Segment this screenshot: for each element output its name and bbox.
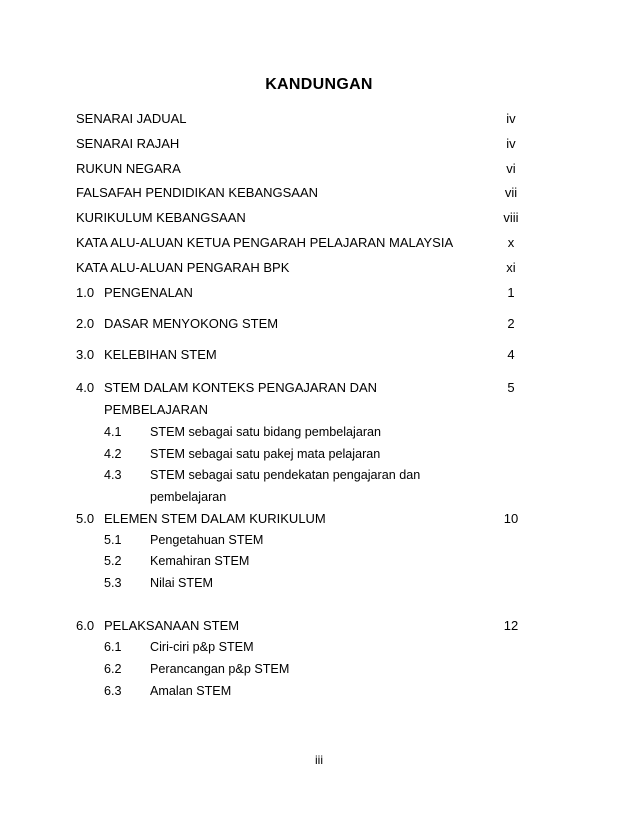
toc-subsection-text: Kemahiran STEM [150,554,250,568]
toc-subsection-text: Amalan STEM [150,684,232,698]
toc-entry-page: iv [506,111,516,126]
toc-entry-text: RUKUN NEGARA [76,161,181,176]
toc-entry [0,259,638,277]
toc-subsection-number: 6.2 [104,662,122,676]
page-title: KANDUNGAN [265,76,373,93]
toc-subsection-text: Pengetahuan STEM [150,533,264,547]
toc-section-page: 10 [503,511,519,526]
toc-entry-text: FALSAFAH PENDIDIKAN KEBANGSAAN [76,185,319,200]
toc-entry [0,234,638,252]
toc-section-number: 3.0 [76,347,95,362]
toc-section-page: 1 [507,285,515,300]
toc-entry [0,184,638,202]
toc-subsection-number: 6.1 [104,640,122,654]
toc-entry-page: iv [506,136,516,151]
toc-entry-text: KATA ALU-ALUAN KETUA PENGARAH PELAJARAN MALAYSIA [76,235,454,250]
toc-section-text: PENGENALAN [104,285,193,300]
toc-section-text: DASAR MENYOKONG STEM [104,316,279,331]
toc-entry-page: xi [506,260,516,275]
toc-section-number: 6.0 [76,618,95,633]
toc-entry-text: KATA ALU-ALUAN PENGARAH BPK [76,260,290,275]
toc-subsection-number: 5.2 [104,554,122,568]
toc-section-text: PELAKSANAAN STEM [104,618,240,633]
toc-entry-text: SENARAI JADUAL [76,111,187,126]
toc-entry-page: vii [504,185,518,200]
toc-section [0,315,638,333]
page-number: iii [315,753,323,767]
toc-section-page: 12 [503,618,519,633]
toc-entry-text: KURIKULUM KEBANGSAAN [76,210,246,225]
toc-entry [0,160,638,178]
toc-subsection-number: 4.2 [104,447,122,461]
toc-section-text-continued: PEMBELAJARAN [104,402,209,417]
toc-subsection-number: 5.1 [104,533,122,547]
toc-section [0,510,638,528]
toc-section-page: 4 [507,347,515,362]
toc-entry-page: x [507,235,515,250]
toc-subsection-text: Nilai STEM [150,576,213,590]
toc-entry-text: SENARAI RAJAH [76,136,180,151]
toc-subsection-number: 4.3 [104,468,122,482]
toc-entry [0,209,638,227]
toc-subsection-number: 6.3 [104,684,122,698]
toc-entry [0,135,638,153]
toc-section-number: 1.0 [76,285,95,300]
toc-section-text: STEM DALAM KONTEKS PENGAJARAN DAN [104,380,378,395]
toc-section [0,617,638,635]
toc-subsection-text-continued: pembelajaran [150,490,227,504]
toc-section-number: 2.0 [76,316,95,331]
toc-subsection-text: STEM sebagai satu pendekatan pengajaran dan [150,468,421,482]
toc-section-text: KELEBIHAN STEM [104,347,217,362]
toc-section-page: 2 [507,316,515,331]
toc-section [0,284,638,302]
toc-section-number: 5.0 [76,511,95,526]
toc-section [0,346,638,364]
toc-entry-page: viii [503,210,519,225]
toc-section-text: ELEMEN STEM DALAM KURIKULUM [104,511,326,526]
toc-section [0,379,638,397]
toc-subsection-text: STEM sebagai satu pakej mata pelajaran [150,447,381,461]
toc-subsection-text: STEM sebagai satu bidang pembelajaran [150,425,382,439]
toc-subsection-number: 5.3 [104,576,122,590]
toc-subsection-text: Perancangan p&p STEM [150,662,290,676]
toc-subsection-number: 4.1 [104,425,122,439]
toc-section-page: 5 [507,380,515,395]
toc-subsection-text: Ciri-ciri p&p STEM [150,640,254,654]
toc-entry [0,110,638,128]
toc-entry-page: vi [506,161,516,176]
toc-section-number: 4.0 [76,380,95,395]
